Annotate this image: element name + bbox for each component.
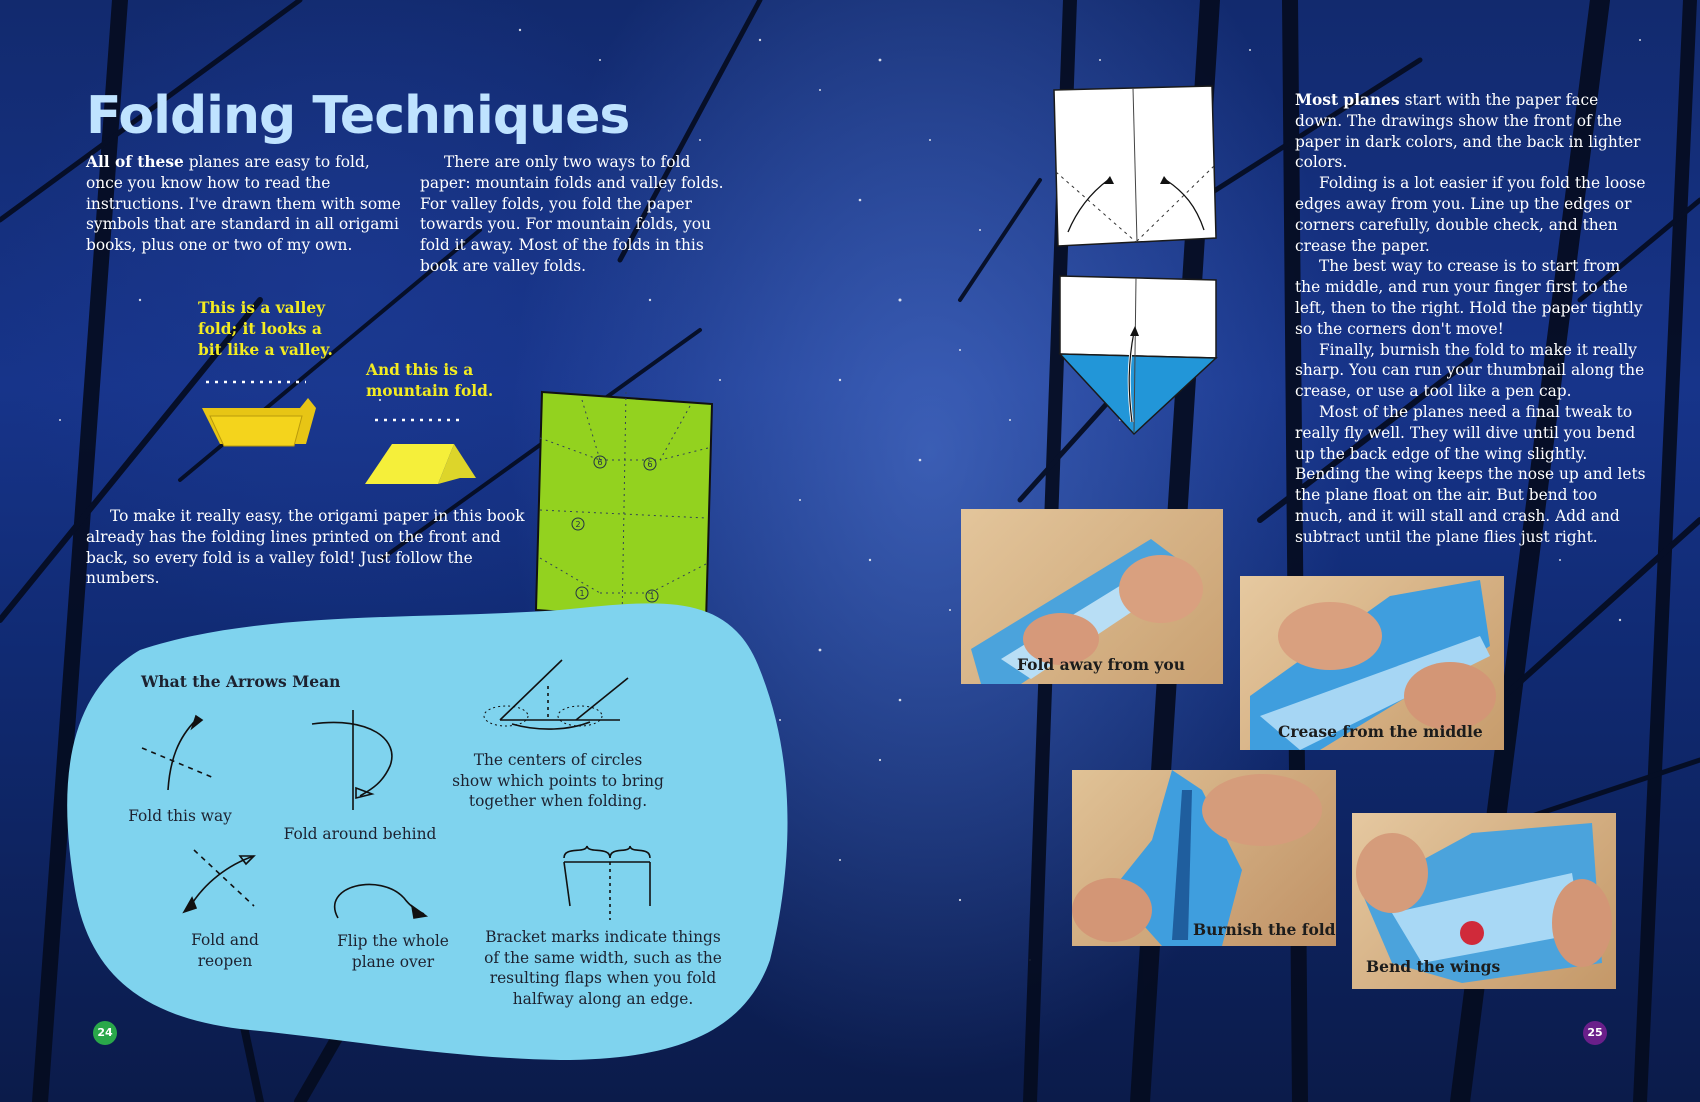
photo-caption: Crease from the middle bbox=[1278, 722, 1483, 741]
photo-crease-middle bbox=[1240, 576, 1504, 750]
sheet-number: 6 bbox=[647, 460, 653, 469]
caption-fold-this-way: Fold this way bbox=[128, 807, 232, 825]
bracket-marks-icon bbox=[564, 846, 650, 920]
photo-burnish bbox=[1072, 770, 1336, 946]
right-paragraph-4: Finally, burnish the fold to make it really sharp. You can run your thumbnail along the crease, or use a tool like a pen cap. bbox=[1295, 340, 1645, 401]
fold-and-reopen-icon bbox=[184, 850, 254, 912]
mountain-fold-icon bbox=[365, 444, 476, 484]
right-paragraph-1: Most planes start with the paper face down. The drawings show the front of the paper in dark colors, and the back in lighter colors. bbox=[1295, 91, 1641, 172]
caption-flip: Flip the whole plane over bbox=[337, 932, 449, 971]
intro-paragraph-2: There are only two ways to fold paper: mountain folds and valley folds. For valley folds, you fold the paper towards you. For mountain folds, you fold it away. Most of the folds in this book are valley folds. bbox=[420, 153, 724, 275]
right-paragraph-2: Folding is a lot easier if you fold the loose edges away from you. Line up the edges or corners carefully, double check, and then crease the paper. bbox=[1295, 174, 1646, 255]
photo-bend-wings bbox=[1352, 813, 1616, 989]
sheet-number: 1 bbox=[649, 592, 655, 601]
photo-caption: Bend the wings bbox=[1366, 957, 1501, 976]
page-title: Folding Techniques bbox=[86, 86, 630, 146]
paper-step-2-icon bbox=[1060, 276, 1216, 434]
photo-caption: Fold away from you bbox=[1017, 655, 1186, 674]
caption-circles: The centers of circles show which points to bring together when folding. bbox=[452, 751, 664, 811]
right-text-block bbox=[1295, 90, 1647, 548]
fold-around-behind-icon bbox=[312, 710, 392, 810]
arrows-heading: What the Arrows Mean bbox=[141, 672, 341, 691]
photo-fold-away bbox=[961, 509, 1223, 684]
paper-step-1-icon bbox=[1054, 86, 1216, 246]
valley-fold-label: This is a valley fold; it looks a bit like a valley. bbox=[198, 299, 333, 359]
circles-fold-icon bbox=[484, 660, 628, 729]
step-diagrams bbox=[1048, 80, 1228, 440]
flip-over-icon bbox=[335, 884, 426, 918]
page-number-left: 24 bbox=[93, 1021, 117, 1045]
right-paragraph-3: The best way to crease is to start from the middle, and run your finger first to the left, then to the right. Hold the paper tightly so the corners don't move! bbox=[1295, 257, 1643, 338]
caption-fold-around-behind: Fold around behind bbox=[283, 825, 437, 843]
caption-bracket: Bracket marks indicate things of the same width, such as the resulting flaps when you fold halfway along an edge. bbox=[484, 928, 722, 1008]
page-number-right: 25 bbox=[1583, 1021, 1607, 1045]
right-paragraph-5: Most of the planes need a final tweak to really fly well. They will dive until you bend up the back edge of the wing slightly. Bending the wing keeps the nose up and lets the plane float on the air. But bend too much, and it will stall and crash. Add and subtract until the plane flies just right. bbox=[1295, 402, 1646, 546]
sheet-number: 6 bbox=[597, 458, 603, 467]
photo-caption: Burnish the fold bbox=[1193, 920, 1336, 939]
intro-paragraph-1: All of these planes are easy to fold, once you know how to read the instructions. I've drawn them with some symbols that are standard in all origami books, plus one or two of my own. bbox=[86, 153, 401, 255]
sheet-number: 1 bbox=[579, 589, 585, 598]
caption-fold-and-reopen: Fold and reopen bbox=[191, 931, 259, 970]
sheet-number: 2 bbox=[575, 520, 581, 529]
valley-fold-icon bbox=[202, 398, 316, 446]
fold-this-way-icon bbox=[142, 716, 214, 790]
mountain-fold-label: And this is a mountain fold. bbox=[366, 361, 494, 400]
fold-illustrations bbox=[190, 370, 490, 490]
easy-paragraph: To make it really easy, the origami paper in this book already has the folding lines printed on the front and back, so every fold is a valley fold! Just follow the numbers. bbox=[86, 507, 525, 588]
